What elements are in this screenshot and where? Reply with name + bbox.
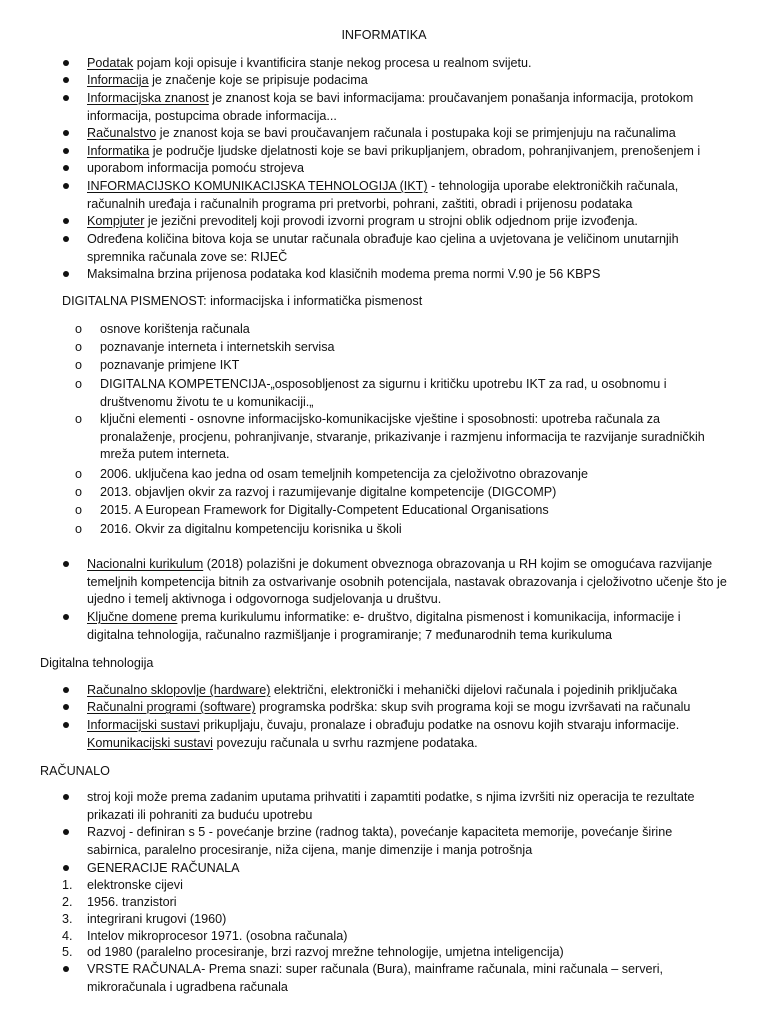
definition-item: Informacijska znanost je znanost koja se bavi informacijama: proučavanjem ponašanja informacija, protokom informacija, postupcima obrade informacija... bbox=[87, 91, 694, 123]
bullet bbox=[62, 125, 72, 135]
bullet bbox=[62, 682, 72, 692]
term: Nacionalni kurikulum bbox=[87, 557, 204, 571]
literacy-item: DIGITALNA KOMPETENCIJA-„osposobljenost za sigurnu i kritičku upotrebu IKT za rad, u osobnomu i društvenomu životu te u komunikaciji.„ bbox=[100, 377, 667, 409]
definition-item: Određena količina bitova koja se unutar računala obrađuje kao cjelina a uvjetovana je veličinom unutarnjih spremnika računala zove se: RIJEČ bbox=[87, 232, 679, 264]
term: Računalstvo bbox=[87, 126, 157, 140]
bullet bbox=[62, 824, 72, 834]
term: Komunikacijski sustavi bbox=[87, 736, 213, 750]
definition-item: Kompjuter je jezični prevoditelj koji provodi izvorni program u strojni oblik odjednom prije izvođenja. bbox=[87, 214, 638, 228]
computer-types-item: VRSTE RAČUNALA- Prema snazi: super računala (Bura), mainframe računala, mini računala – serveri, mikroračunala i ugradbena računala bbox=[87, 962, 664, 994]
definition-item: uporabom informacija pomoću strojeva bbox=[87, 161, 304, 175]
literacy-item: poznavanje primjene IKT bbox=[100, 358, 240, 372]
computer-item: GENERACIJE RAČUNALA bbox=[87, 861, 240, 875]
bullet bbox=[62, 143, 72, 153]
bullet bbox=[62, 860, 72, 870]
list-number: 4. bbox=[62, 929, 73, 943]
circle-bullet: o bbox=[75, 322, 83, 336]
document-title: INFORMATIKA bbox=[341, 28, 427, 42]
term: Informatika bbox=[87, 144, 150, 158]
circle-bullet: o bbox=[75, 503, 83, 517]
computer-item: Razvoj - definiran s 5 - povećanje brzine (radnog takta), povećanje kapaciteta memorije, povećanje širine sabirnica, paralelno procesiranje, niža cijena, manje dimenzije i manja potrošnja bbox=[87, 825, 673, 857]
term: Informacija bbox=[87, 73, 149, 87]
circle-bullet: o bbox=[75, 377, 83, 391]
generation-item: elektronske cijevi bbox=[87, 878, 183, 892]
list-number: 1. bbox=[62, 878, 73, 892]
bullet bbox=[62, 789, 72, 799]
digital-tech-item: Računalni programi (software) programska podrška: skup svih programa koji se mogu izvršavati na računalu bbox=[87, 700, 691, 714]
digital-tech-item: Računalno sklopovlje (hardware) električni, elektronički i mehanički dijelovi računala i pojedinih priključaka bbox=[87, 683, 678, 697]
list-number: 3. bbox=[62, 912, 73, 926]
term: Računalno sklopovlje (hardware) bbox=[87, 683, 271, 697]
circle-bullet: o bbox=[75, 522, 83, 536]
literacy-item: osnove korištenja računala bbox=[100, 322, 250, 336]
term: Ključne domene bbox=[87, 610, 178, 624]
term: Kompjuter bbox=[87, 214, 145, 228]
term: Informacijski sustavi bbox=[87, 718, 200, 732]
definition-item: Računalstvo je znanost koja se bavi proučavanjem računala i postupaka koji se primjenjuju na računalima bbox=[87, 126, 676, 140]
bullet bbox=[62, 609, 72, 619]
literacy-item: poznavanje interneta i internetskih servisa bbox=[100, 340, 335, 354]
digital-literacy-heading: DIGITALNA PISMENOST: informacijska i informatička pismenost bbox=[62, 294, 423, 308]
curriculum-item: Nacionalni kurikulum (2018) polazišni je dokument obveznoga obrazovanja u RH kojim se omogućava razvijanje temeljnih kompetencija bitnih za ostvarivanje osobnih potencijala, nastavak obrazovanja i cjeloživotno učenje što je ujedno i temelj aktivnoga i odgovornoga sudjelovanja u društvu. bbox=[87, 557, 727, 606]
bullet bbox=[62, 717, 72, 727]
circle-bullet: o bbox=[75, 412, 83, 426]
literacy-item: 2015. A European Framework for Digitally-Competent Educational Organisations bbox=[100, 503, 549, 517]
bullet bbox=[62, 961, 72, 971]
term: INFORMACIJSKO KOMUNIKACIJSKA TEHNOLOGIJA (IKT) bbox=[87, 179, 428, 193]
term: Podatak bbox=[87, 56, 134, 70]
bullet bbox=[62, 55, 72, 65]
generation-item: Intelov mikroprocesor 1971. (osobna računala) bbox=[87, 929, 348, 943]
bullet bbox=[62, 72, 72, 82]
literacy-item: 2006. uključena kao jedna od osam temeljnih kompetencija za cjeloživotno obrazovanje bbox=[100, 467, 588, 481]
computer-item: stroj koji može prema zadanim uputama prihvatiti i zapamtiti podatke, s njima izvršiti niz operacija te rezultate prikazati ili pohraniti za buduću upotrebu bbox=[87, 790, 695, 822]
circle-bullet: o bbox=[75, 358, 83, 372]
computer-heading: RAČUNALO bbox=[40, 764, 110, 778]
definition-item: Maksimalna brzina prijenosa podataka kod klasičnih modema prema normi V.90 je 56 KBPS bbox=[87, 267, 601, 281]
bullet bbox=[62, 213, 72, 223]
definition-item: Informacija je značenje koje se pripisuje podacima bbox=[87, 73, 368, 87]
bullet bbox=[62, 231, 72, 241]
term: Računalni programi (software) bbox=[87, 700, 256, 714]
generation-item: integrirani krugovi (1960) bbox=[87, 912, 227, 926]
circle-bullet: o bbox=[75, 485, 83, 499]
generation-item: 1956. tranzistori bbox=[87, 895, 177, 909]
circle-bullet: o bbox=[75, 467, 83, 481]
term: Informacijska znanost bbox=[87, 91, 209, 105]
definition-item: INFORMACIJSKO KOMUNIKACIJSKA TEHNOLOGIJA (IKT) - tehnologija uporabe elektroničkih računala, računalnih uređaja i računalnih programa pri pretvorbi, pohrani, zaštiti, obradi i prijenosu podataka bbox=[87, 179, 679, 211]
circle-bullet: o bbox=[75, 340, 83, 354]
literacy-item: 2013. objavljen okvir za razvoj i razumijevanje digitalne kompetencije (DIGCOMP) bbox=[100, 485, 557, 499]
bullet bbox=[62, 556, 72, 566]
literacy-item: ključni elementi - osnovne informacijsko-komunikacijske vještine i sposobnosti: upotreba računala za pronalaženje, procjenu, pohranjivanje, stvaranje, prikazivanje i razmjenu informacija te razvijanje suradničkih mreža putem interneta. bbox=[100, 412, 705, 461]
bullet bbox=[62, 178, 72, 188]
bullet bbox=[62, 90, 72, 100]
bullet bbox=[62, 266, 72, 276]
digital-tech-item: Informacijski sustavi prikupljaju, čuvaju, pronalaze i obrađuju podatke na osnovu kojih stvaraju informacije. bbox=[87, 718, 680, 732]
list-number: 5. bbox=[62, 945, 73, 959]
bullet bbox=[62, 160, 72, 170]
list-number: 2. bbox=[62, 895, 73, 909]
digital-tech-item: Komunikacijski sustavi povezuju računala u svrhu razmjene podataka. bbox=[87, 736, 478, 750]
digital-tech-heading: Digitalna tehnologija bbox=[40, 656, 154, 670]
definition-item: Podatak pojam koji opisuje i kvantificira stanje nekog procesa u realnom svijetu. bbox=[87, 56, 532, 70]
curriculum-item: Ključne domene prema kurikulumu informatike: e- društvo, digitalna pismenost i komunikacija, informacije i digitalna tehnologija, računalno razmišljanje i programiranje; 7 međunarodnih tema kurikuluma bbox=[87, 610, 681, 642]
generation-item: od 1980 (paralelno procesiranje, brzi razvoj mrežne tehnologije, umjetna inteligencija) bbox=[87, 945, 564, 959]
definition-item: Informatika je područje ljudske djelatnosti koje se bavi prikupljanjem, obradom, pohranjivanjem, prenošenjem i bbox=[87, 144, 701, 158]
bullet bbox=[62, 699, 72, 709]
literacy-item: 2016. Okvir za digitalnu kompetenciju korisnika u školi bbox=[100, 522, 402, 536]
